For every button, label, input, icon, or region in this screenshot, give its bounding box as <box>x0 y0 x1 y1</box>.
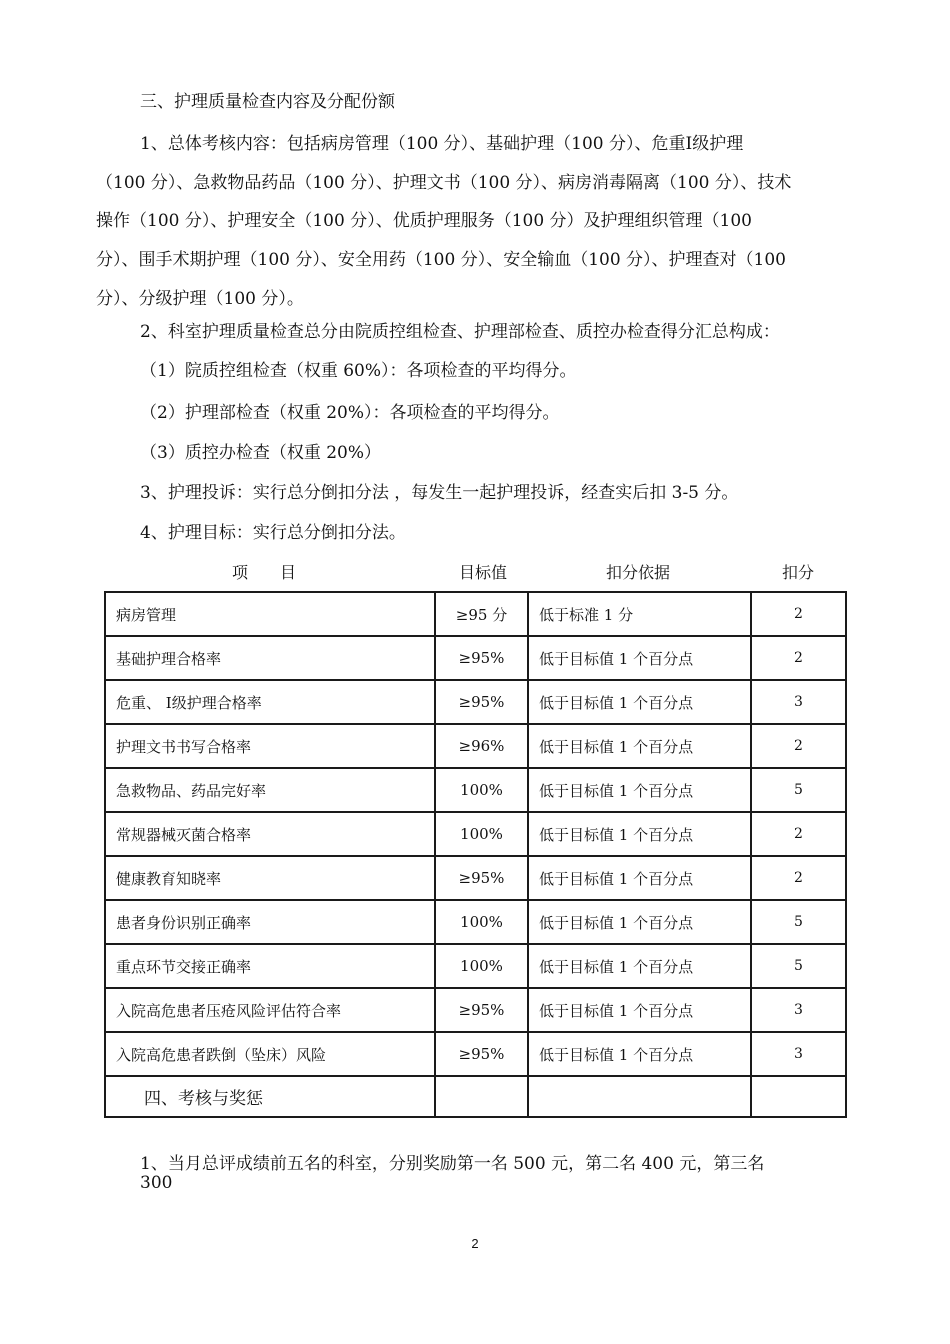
table-row-section-4 <box>105 1076 846 1117</box>
basis-cell: 低于目标值 1 个百分点 <box>528 988 751 1032</box>
item-cell: 急救物品、药品完好率 <box>105 768 435 812</box>
table-row <box>105 812 846 856</box>
basis-cell: 低于目标值 1 个百分点 <box>528 1032 751 1076</box>
item-cell: 常规器械灭菌合格率 <box>105 812 435 856</box>
paragraph-1-line-5: 分）、分级护理（100 分）。 <box>96 289 304 309</box>
table-header-points: 扣分 <box>782 563 815 582</box>
nursing-target-table <box>104 591 847 1118</box>
page-number: 2 <box>471 1236 479 1251</box>
paragraph-2-item-1: （1）院质控组检查（权重 60%）：各项检查的平均得分。 <box>140 361 577 381</box>
table-row <box>105 680 846 724</box>
points-cell: 2 <box>751 636 846 680</box>
table-row <box>105 724 846 768</box>
target-cell: ≥95% <box>435 1032 528 1076</box>
points-cell: 3 <box>751 988 846 1032</box>
basis-cell: 低于目标值 1 个百分点 <box>528 680 751 724</box>
basis-cell: 低于目标值 1 个百分点 <box>528 636 751 680</box>
item-cell: 入院高危患者压疮风险评估符合率 <box>105 988 435 1032</box>
table-row <box>105 856 846 900</box>
paragraph-1-line-1: 1、总体考核内容：包括病房管理（100 分）、基础护理（100 分）、危重Ⅰ级护理 <box>140 134 744 154</box>
paragraph-4: 4、护理目标：实行总分倒扣分法。 <box>140 523 406 543</box>
basis-cell: 低于目标值 1 个百分点 <box>528 944 751 988</box>
section-4-heading: 四、考核与奖惩 <box>105 1076 435 1117</box>
target-cell: 100% <box>435 944 528 988</box>
item-cell: 基础护理合格率 <box>105 636 435 680</box>
item-cell: 健康教育知晓率 <box>105 856 435 900</box>
paragraph-1-line-2: （100 分）、急救物品药品（100 分）、护理文书（100 分）、病房消毒隔离（100 分）、技术 <box>96 173 792 193</box>
basis-cell: 低于目标值 1 个百分点 <box>528 812 751 856</box>
table-row <box>105 900 846 944</box>
target-cell: 100% <box>435 812 528 856</box>
table-row <box>105 1032 846 1076</box>
points-cell: 2 <box>751 724 846 768</box>
paragraph-2-item-3: （3）质控办检查（权重 20%） <box>140 443 382 463</box>
table-row <box>105 944 846 988</box>
basis-cell: 低于目标值 1 个百分点 <box>528 768 751 812</box>
item-cell: 入院高危患者跌倒（坠床）风险 <box>105 1032 435 1076</box>
basis-cell: 低于标准 1 分 <box>528 592 751 636</box>
points-cell: 3 <box>751 1032 846 1076</box>
empty-cell <box>751 1076 846 1117</box>
target-cell: ≥96% <box>435 724 528 768</box>
section-3-heading: 三、护理质量检查内容及分配份额 <box>140 92 395 112</box>
item-cell: 护理文书书写合格率 <box>105 724 435 768</box>
target-cell: ≥95 分 <box>435 592 528 636</box>
basis-cell: 低于目标值 1 个百分点 <box>528 900 751 944</box>
table-row <box>105 988 846 1032</box>
points-cell: 5 <box>751 944 846 988</box>
points-cell: 2 <box>751 856 846 900</box>
section-4-paragraph-1-line-1: 1、当月总评成绩前五名的科室，分别奖励第一名 500 元，第二名 400 元，第三名 <box>140 1154 765 1174</box>
item-cell: 患者身份识别正确率 <box>105 900 435 944</box>
table-row <box>105 592 846 636</box>
target-cell: 100% <box>435 900 528 944</box>
points-cell: 2 <box>751 592 846 636</box>
table-header-basis: 扣分依据 <box>606 563 671 582</box>
basis-cell: 低于目标值 1 个百分点 <box>528 724 751 768</box>
paragraph-2: 2、科室护理质量检查总分由院质控组检查、护理部检查、质控办检查得分汇总构成： <box>140 322 780 342</box>
points-cell: 3 <box>751 680 846 724</box>
empty-cell <box>435 1076 528 1117</box>
paragraph-1-line-4: 分）、围手术期护理（100 分）、安全用药（100 分）、安全输血（100 分）、护理查对（100 <box>96 250 787 270</box>
item-cell: 重点环节交接正确率 <box>105 944 435 988</box>
basis-cell: 低于目标值 1 个百分点 <box>528 856 751 900</box>
empty-cell <box>528 1076 751 1117</box>
paragraph-3: 3、护理投诉：实行总分倒扣分法 ，每发生一起护理投诉，经查实后扣 3-5 分。 <box>140 483 739 503</box>
table-header-target: 目标值 <box>459 563 508 582</box>
item-cell: 病房管理 <box>105 592 435 636</box>
table-row <box>105 636 846 680</box>
points-cell: 5 <box>751 768 846 812</box>
target-cell: ≥95% <box>435 988 528 1032</box>
table-row <box>105 768 846 812</box>
target-cell: ≥95% <box>435 636 528 680</box>
table-header-item: 项 目 <box>232 563 297 582</box>
target-cell: ≥95% <box>435 680 528 724</box>
points-cell: 5 <box>751 900 846 944</box>
paragraph-1-line-3: 操作（100 分）、护理安全（100 分）、优质护理服务（100 分）及护理组织管理（100 <box>96 211 753 231</box>
target-cell: ≥95% <box>435 856 528 900</box>
target-cell: 100% <box>435 768 528 812</box>
item-cell: 危重、 Ⅰ级护理合格率 <box>105 680 435 724</box>
section-4-paragraph-1-line-2: 300 <box>140 1173 173 1193</box>
points-cell: 2 <box>751 812 846 856</box>
paragraph-2-item-2: （2）护理部检查（权重 20%）：各项检查的平均得分。 <box>140 403 560 423</box>
